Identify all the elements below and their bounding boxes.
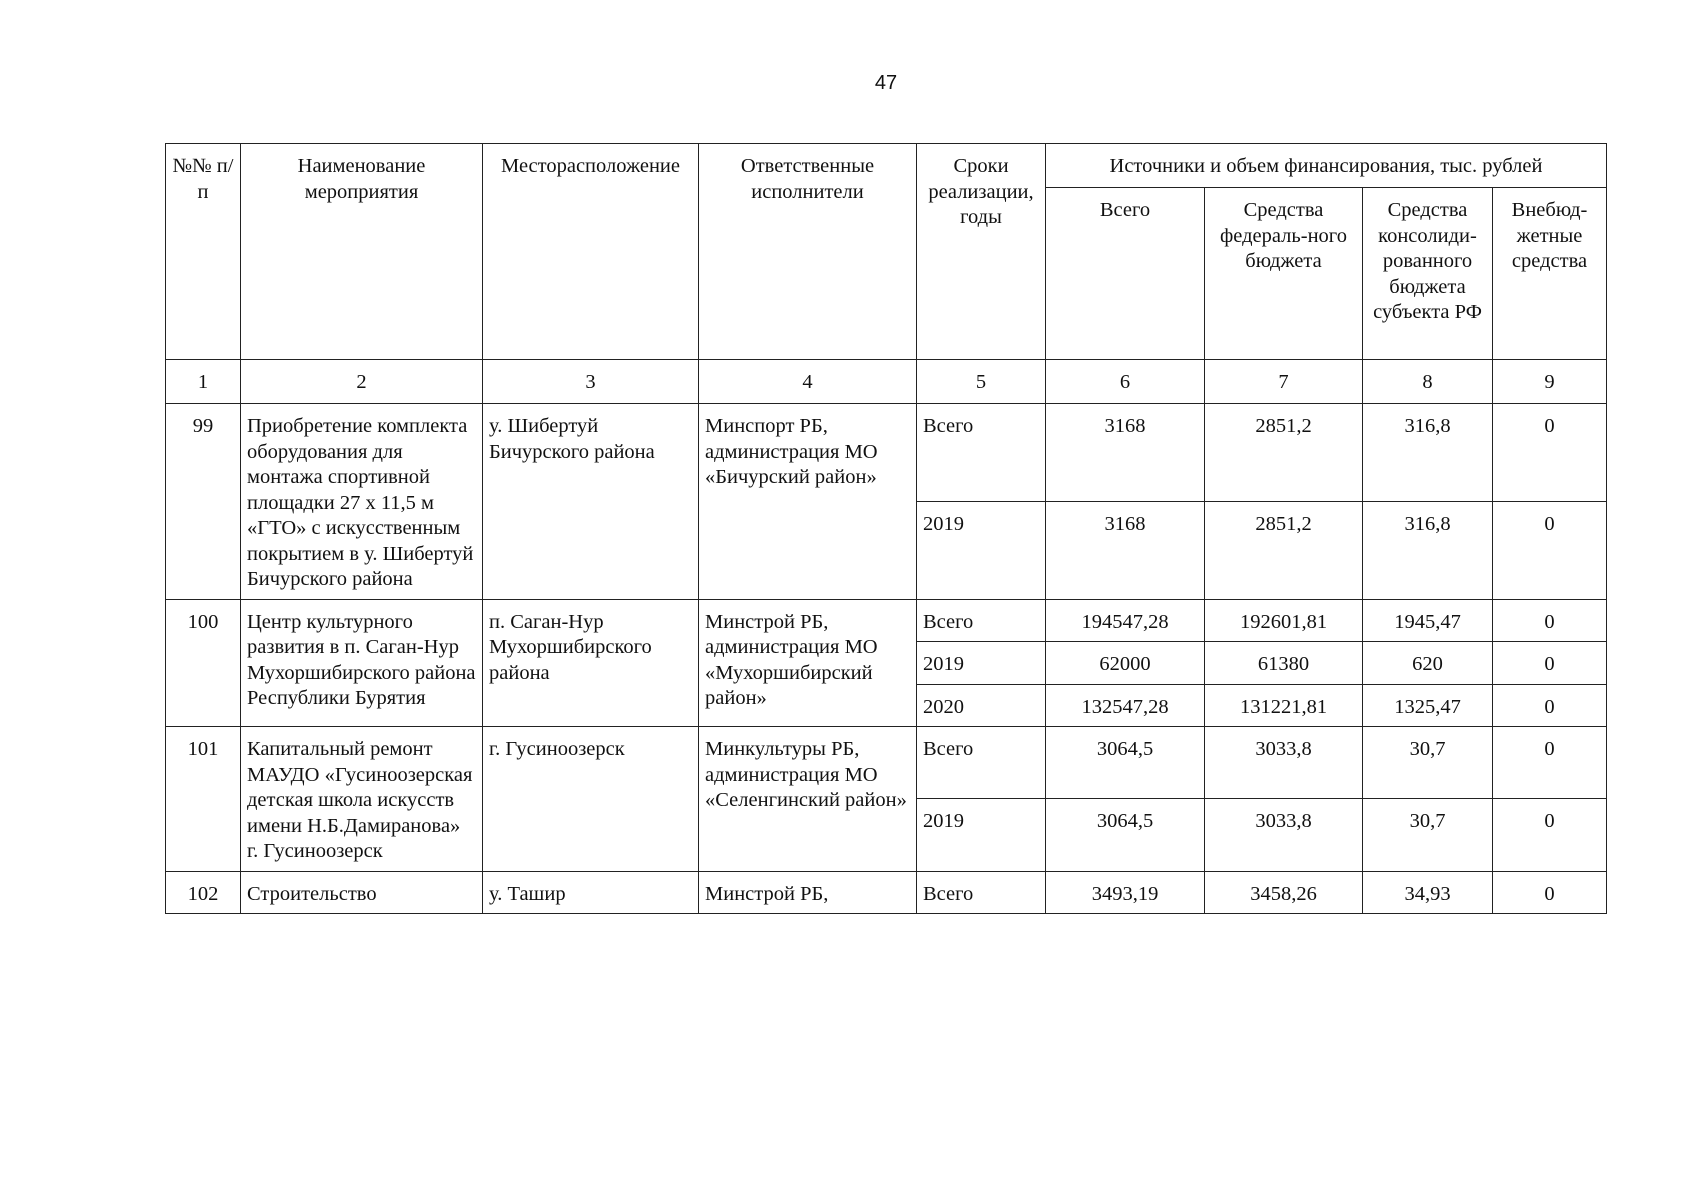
regional-cell: 316,8 [1363,501,1493,599]
regional-cell: 1945,47 [1363,599,1493,642]
period-cell: Всего [917,404,1046,502]
period-cell: 2019 [917,501,1046,599]
period-cell: Всего [917,727,1046,799]
total-cell: 194547,28 [1046,599,1205,642]
item-responsible: Минстрой РБ, [699,871,917,914]
column-number: 3 [483,360,699,404]
extra-cell: 0 [1493,642,1607,685]
extra-cell: 0 [1493,871,1607,914]
column-number: 7 [1205,360,1363,404]
period-cell: 2019 [917,642,1046,685]
column-number: 5 [917,360,1046,404]
item-number: 99 [166,404,241,600]
item-name: Приобретение комплекта оборудования для монтажа спортивной площадки 27 х 11,5 м «ГТО» с искусственным покрытием в у. Шибертуй Бичурского района [241,404,483,600]
federal-cell: 3033,8 [1205,727,1363,799]
item-location: у. Ташир [483,871,699,914]
header-row-top [166,144,1607,188]
federal-cell: 2851,2 [1205,404,1363,502]
header-responsible: Ответственные исполнители [699,144,917,360]
extra-cell: 0 [1493,727,1607,799]
regional-cell: 34,93 [1363,871,1493,914]
column-number: 9 [1493,360,1607,404]
header-location: Месторасположение [483,144,699,360]
federal-cell: 192601,81 [1205,599,1363,642]
period-cell: Всего [917,871,1046,914]
item-location: п. Саган-Нур Мухоршибирского района [483,599,699,727]
column-number: 1 [166,360,241,404]
table-row [166,404,1607,502]
item-name: Центр культурного развития в п. Саган-Нур Мухоршибирского района Республики Бурятия [241,599,483,727]
table-row [166,599,1607,642]
extra-cell: 0 [1493,599,1607,642]
item-responsible: Минкультуры РБ, администрация МО «Селенгинский район» [699,727,917,872]
funding-table [165,143,1607,914]
extra-cell: 0 [1493,799,1607,871]
page-number: 47 [874,72,898,94]
federal-cell: 61380 [1205,642,1363,685]
item-location: г. Гусиноозерск [483,727,699,872]
total-cell: 132547,28 [1046,684,1205,727]
federal-cell: 2851,2 [1205,501,1363,599]
extra-cell: 0 [1493,404,1607,502]
regional-cell: 1325,47 [1363,684,1493,727]
item-responsible: Минстрой РБ, администрация МО «Мухоршибирский район» [699,599,917,727]
regional-cell: 30,7 [1363,727,1493,799]
item-location: у. Шибертуй Бичурского района [483,404,699,600]
federal-cell: 131221,81 [1205,684,1363,727]
column-number: 4 [699,360,917,404]
extra-cell: 0 [1493,501,1607,599]
total-cell: 3493,19 [1046,871,1205,914]
total-cell: 62000 [1046,642,1205,685]
table-row [166,727,1607,799]
federal-cell: 3458,26 [1205,871,1363,914]
header-regional: Средства консолиди-рованного бюджета субъекта РФ [1363,188,1493,360]
header-num: №№ п/п [166,144,241,360]
header-total: Всего [1046,188,1205,360]
header-name: Наименование мероприятия [241,144,483,360]
federal-cell: 3033,8 [1205,799,1363,871]
column-number: 8 [1363,360,1493,404]
column-number-row [166,360,1607,404]
header-period: Сроки реализации, годы [917,144,1046,360]
item-number: 100 [166,599,241,727]
table-row [166,871,1607,914]
header-federal: Средства федераль-ного бюджета [1205,188,1363,360]
column-number: 6 [1046,360,1205,404]
item-number: 101 [166,727,241,872]
item-name: Строительство [241,871,483,914]
item-responsible: Минспорт РБ, администрация МО «Бичурский район» [699,404,917,600]
regional-cell: 620 [1363,642,1493,685]
item-name: Капитальный ремонт МАУДО «Гусиноозерская детская школа искусств имени Н.Б.Дамиранова» г. Гусиноозерск [241,727,483,872]
header-funding: Источники и объем финансирования, тыс. рублей [1046,144,1607,188]
extra-cell: 0 [1493,684,1607,727]
regional-cell: 316,8 [1363,404,1493,502]
regional-cell: 30,7 [1363,799,1493,871]
column-number: 2 [241,360,483,404]
total-cell: 3064,5 [1046,799,1205,871]
header-extra: Внебюд-жетные средства [1493,188,1607,360]
total-cell: 3168 [1046,501,1205,599]
period-cell: Всего [917,599,1046,642]
item-number: 102 [166,871,241,914]
total-cell: 3168 [1046,404,1205,502]
total-cell: 3064,5 [1046,727,1205,799]
period-cell: 2019 [917,799,1046,871]
period-cell: 2020 [917,684,1046,727]
